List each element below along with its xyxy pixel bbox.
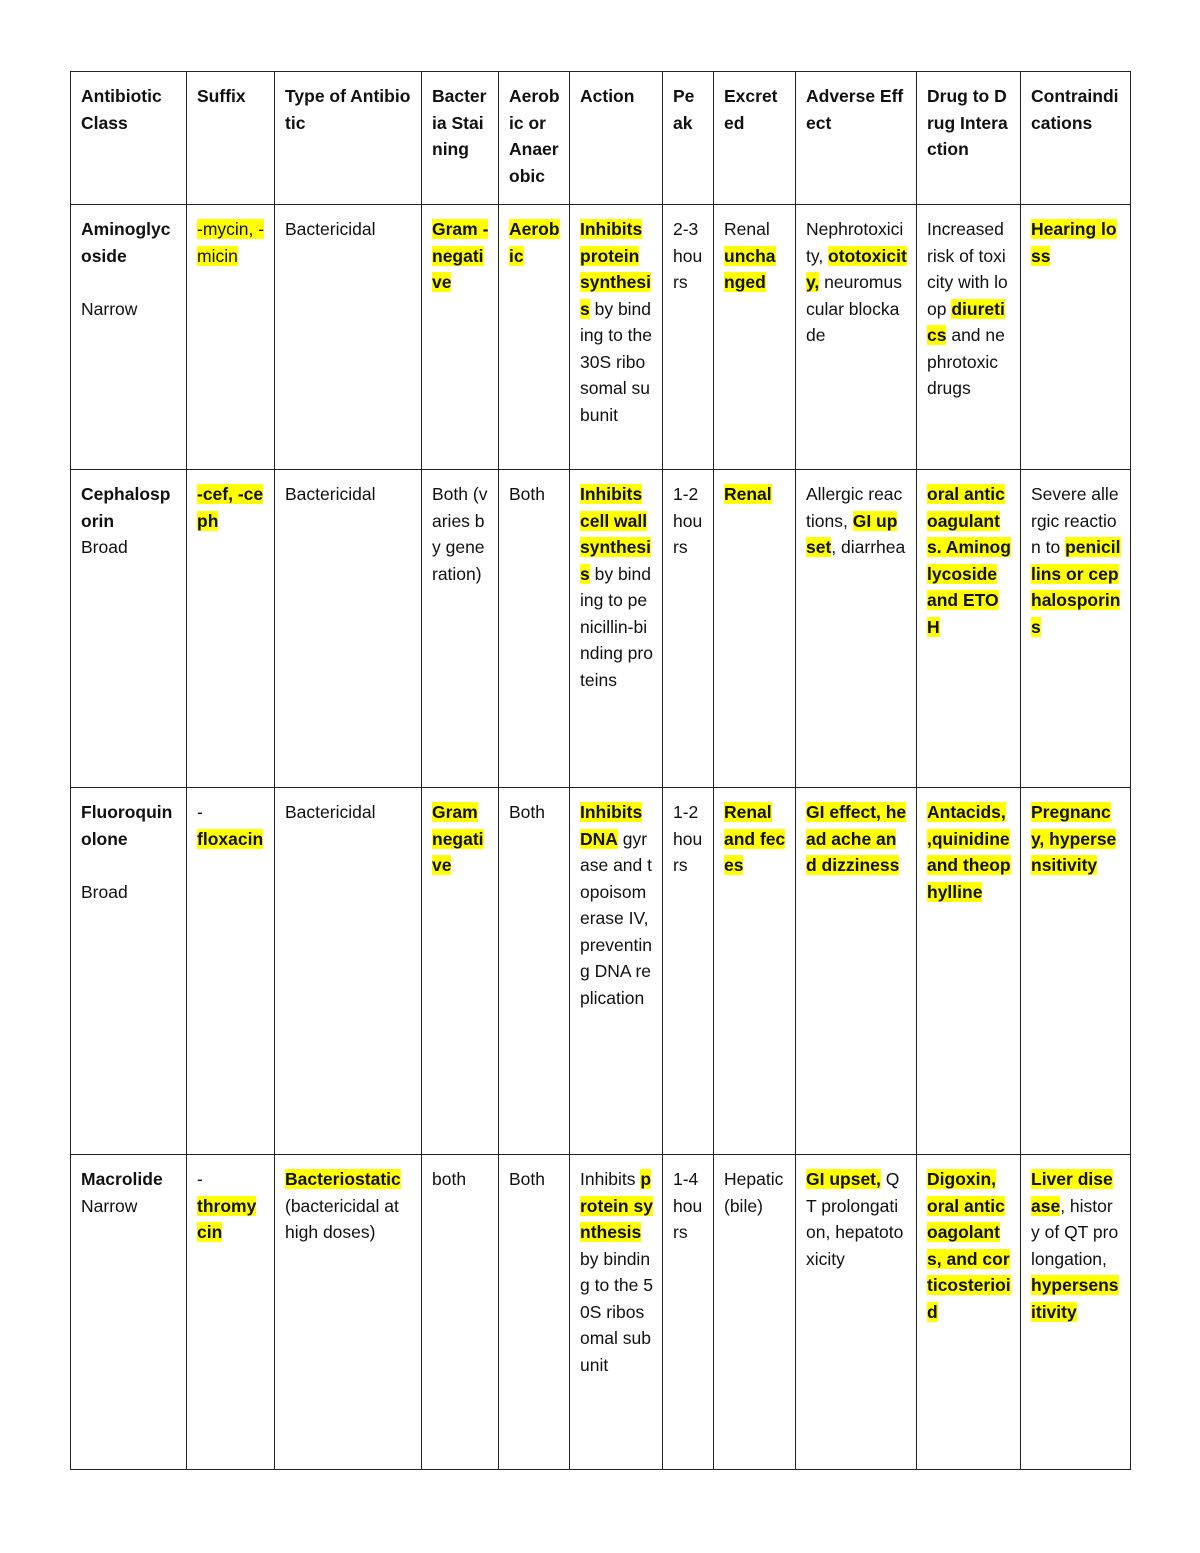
cell-action xyxy=(570,470,663,788)
staining-text: Gram negative xyxy=(432,802,484,875)
cell-type: Bactericidal xyxy=(275,470,422,788)
action-text: gyrase and topoisomerase IV, preventing DNA replication xyxy=(580,828,652,1008)
cell-contra xyxy=(1021,1155,1131,1470)
cell-action xyxy=(570,788,663,1155)
action-highlight: Inhibits cell wall synthesis xyxy=(580,484,651,584)
excreted-highlight: Renal and feces xyxy=(724,802,786,875)
spectrum: Broad xyxy=(81,537,128,557)
header-suffix: Suffix xyxy=(187,72,275,205)
table-row xyxy=(71,788,1131,1155)
ddi-text-2: and nephrotoxic drugs xyxy=(927,325,1005,398)
cell-class xyxy=(71,470,187,788)
cell-peak: 2-3 hours xyxy=(663,205,714,470)
suffix-text: -cef, -ceph xyxy=(197,484,264,531)
header-aerobic: Aerobic or Anaerobic xyxy=(499,72,570,205)
adverse-text-2: neuromuscular blockade xyxy=(806,272,902,345)
action-highlight: Inhibits protein synthesis xyxy=(580,219,651,319)
cell-excreted xyxy=(714,788,796,1155)
cell-excreted xyxy=(714,205,796,470)
contra-highlight-2: hypersensitivity xyxy=(1031,1275,1119,1322)
contra-highlight: Pregnancy, hypersensitivity xyxy=(1031,802,1117,875)
ddi-highlight: diuretics xyxy=(927,298,1005,345)
header-row xyxy=(71,72,1131,205)
antibiotic-table xyxy=(70,71,1131,1470)
cell-type: Bactericidal xyxy=(275,205,422,470)
contra-highlight: penicillins or cephalosporins xyxy=(1031,537,1121,637)
cell-staining xyxy=(422,205,499,470)
header-ddi: Drug to Drug Interaction xyxy=(917,72,1021,205)
cell-ddi xyxy=(917,1155,1021,1470)
action-text: by binding to the 30S ribosomal subunit xyxy=(580,298,652,425)
cell-staining: Both (varies by generation) xyxy=(422,470,499,788)
class-name: Aminoglycoside xyxy=(81,219,171,266)
adverse-text: QT prolongation, hepatotoxicity xyxy=(806,1169,904,1269)
type-text: (bactericidal at high doses) xyxy=(285,1195,399,1242)
table-row xyxy=(71,470,1131,788)
cell-suffix xyxy=(187,788,275,1155)
class-name: Fluoroquinolone xyxy=(81,802,173,849)
suffix-highlight: floxacin xyxy=(197,828,264,849)
ddi-text: Increased risk of toxicity with loop xyxy=(927,219,1008,319)
header-type: Type of Antibiotic xyxy=(275,72,422,205)
cell-class xyxy=(71,1155,187,1470)
cell-action xyxy=(570,205,663,470)
suffix-text: -mycin, -micin xyxy=(197,219,265,266)
suffix-text: - xyxy=(197,802,203,822)
cell-aerobic: Both xyxy=(499,1155,570,1470)
header-contra: Contraindications xyxy=(1021,72,1131,205)
suffix-text: - xyxy=(197,1169,203,1189)
table-row xyxy=(71,1155,1131,1470)
cell-type: Bactericidal xyxy=(275,788,422,1155)
contra-text: , history of QT prolongation, xyxy=(1031,1195,1119,1269)
excreted-highlight: Renal xyxy=(724,484,772,504)
cell-type xyxy=(275,1155,422,1470)
action-text: Inhibits xyxy=(580,1169,641,1189)
header-adverse: Adverse Effect xyxy=(796,72,917,205)
action-highlight: Inhibits DNA xyxy=(580,802,643,849)
ddi-highlight: oral anticoagulants. Aminoglycoside and ETOH xyxy=(927,484,1011,637)
header-excreted: Excreted xyxy=(714,72,796,205)
staining-text: Gram - negative xyxy=(432,219,489,292)
header-action: Action xyxy=(570,72,663,205)
header-staining: Bacteria Staining xyxy=(422,72,499,205)
spectrum: Narrow xyxy=(81,1195,138,1216)
adverse-text: Nephrotoxicity, xyxy=(806,219,904,266)
class-name: Macrolide xyxy=(81,1169,163,1189)
contra-highlight: Liver disease xyxy=(1031,1169,1113,1216)
cell-adverse xyxy=(796,470,917,788)
cell-aerobic: Both xyxy=(499,788,570,1155)
cell-aerobic: Both xyxy=(499,470,570,788)
adverse-text: Allergic reactions, xyxy=(806,484,903,531)
cell-staining: both xyxy=(422,1155,499,1470)
header-peak: Peak xyxy=(663,72,714,205)
type-highlight: Bacteriostatic xyxy=(285,1169,401,1189)
excreted-highlight: unchanged xyxy=(724,245,776,292)
cell-excreted: Hepatic(bile) xyxy=(714,1155,796,1470)
contra-highlight: Hearing loss xyxy=(1031,219,1117,266)
cell-ddi xyxy=(917,470,1021,788)
cell-excreted xyxy=(714,470,796,788)
cell-peak: 1-4 hours xyxy=(663,1155,714,1470)
cell-suffix xyxy=(187,205,275,470)
cell-contra xyxy=(1021,470,1131,788)
cell-suffix xyxy=(187,1155,275,1470)
action-highlight: protein synthesis xyxy=(580,1169,653,1242)
table-row xyxy=(71,205,1131,470)
cell-suffix xyxy=(187,470,275,788)
suffix-highlight: thromycin xyxy=(197,1195,257,1242)
cell-adverse xyxy=(796,205,917,470)
cell-aerobic xyxy=(499,205,570,470)
action-text: by binding to penicillin-binding proteins xyxy=(580,563,653,690)
class-name: Cephalosporin xyxy=(81,484,171,531)
aerobic-text: Aerobic xyxy=(509,219,560,266)
ddi-highlight: Digoxin, oral anticoagolants, and corticosterioid xyxy=(927,1169,1011,1322)
contra-text: Severe allergic reaction to xyxy=(1031,484,1119,557)
adverse-highlight: GI effect, head ache and dizziness xyxy=(806,802,907,875)
action-text-2: by binding to the 50S ribosomal subunit xyxy=(580,1248,653,1375)
adverse-highlight: ototoxicity, xyxy=(806,245,907,292)
cell-ddi xyxy=(917,205,1021,470)
cell-adverse xyxy=(796,1155,917,1470)
adverse-highlight: GI upset, xyxy=(806,1169,881,1189)
cell-peak: 1-2 hours xyxy=(663,470,714,788)
cell-ddi xyxy=(917,788,1021,1155)
cell-contra xyxy=(1021,205,1131,470)
adverse-text-2: , diarrhea xyxy=(831,537,906,557)
cell-peak: 1-2 hours xyxy=(663,788,714,1155)
spectrum: Narrow xyxy=(81,298,138,319)
header-class: Antibiotic Class xyxy=(71,72,187,205)
adverse-highlight: GI upset xyxy=(806,510,898,557)
excreted-text: Renal xyxy=(724,219,770,239)
cell-class xyxy=(71,788,187,1155)
cell-contra xyxy=(1021,788,1131,1155)
cell-action xyxy=(570,1155,663,1470)
cell-class xyxy=(71,205,187,470)
cell-staining xyxy=(422,788,499,1155)
ddi-highlight: Antacids, ,quinidine and theophylline xyxy=(927,802,1011,902)
cell-adverse xyxy=(796,788,917,1155)
spectrum: Broad xyxy=(81,881,128,902)
